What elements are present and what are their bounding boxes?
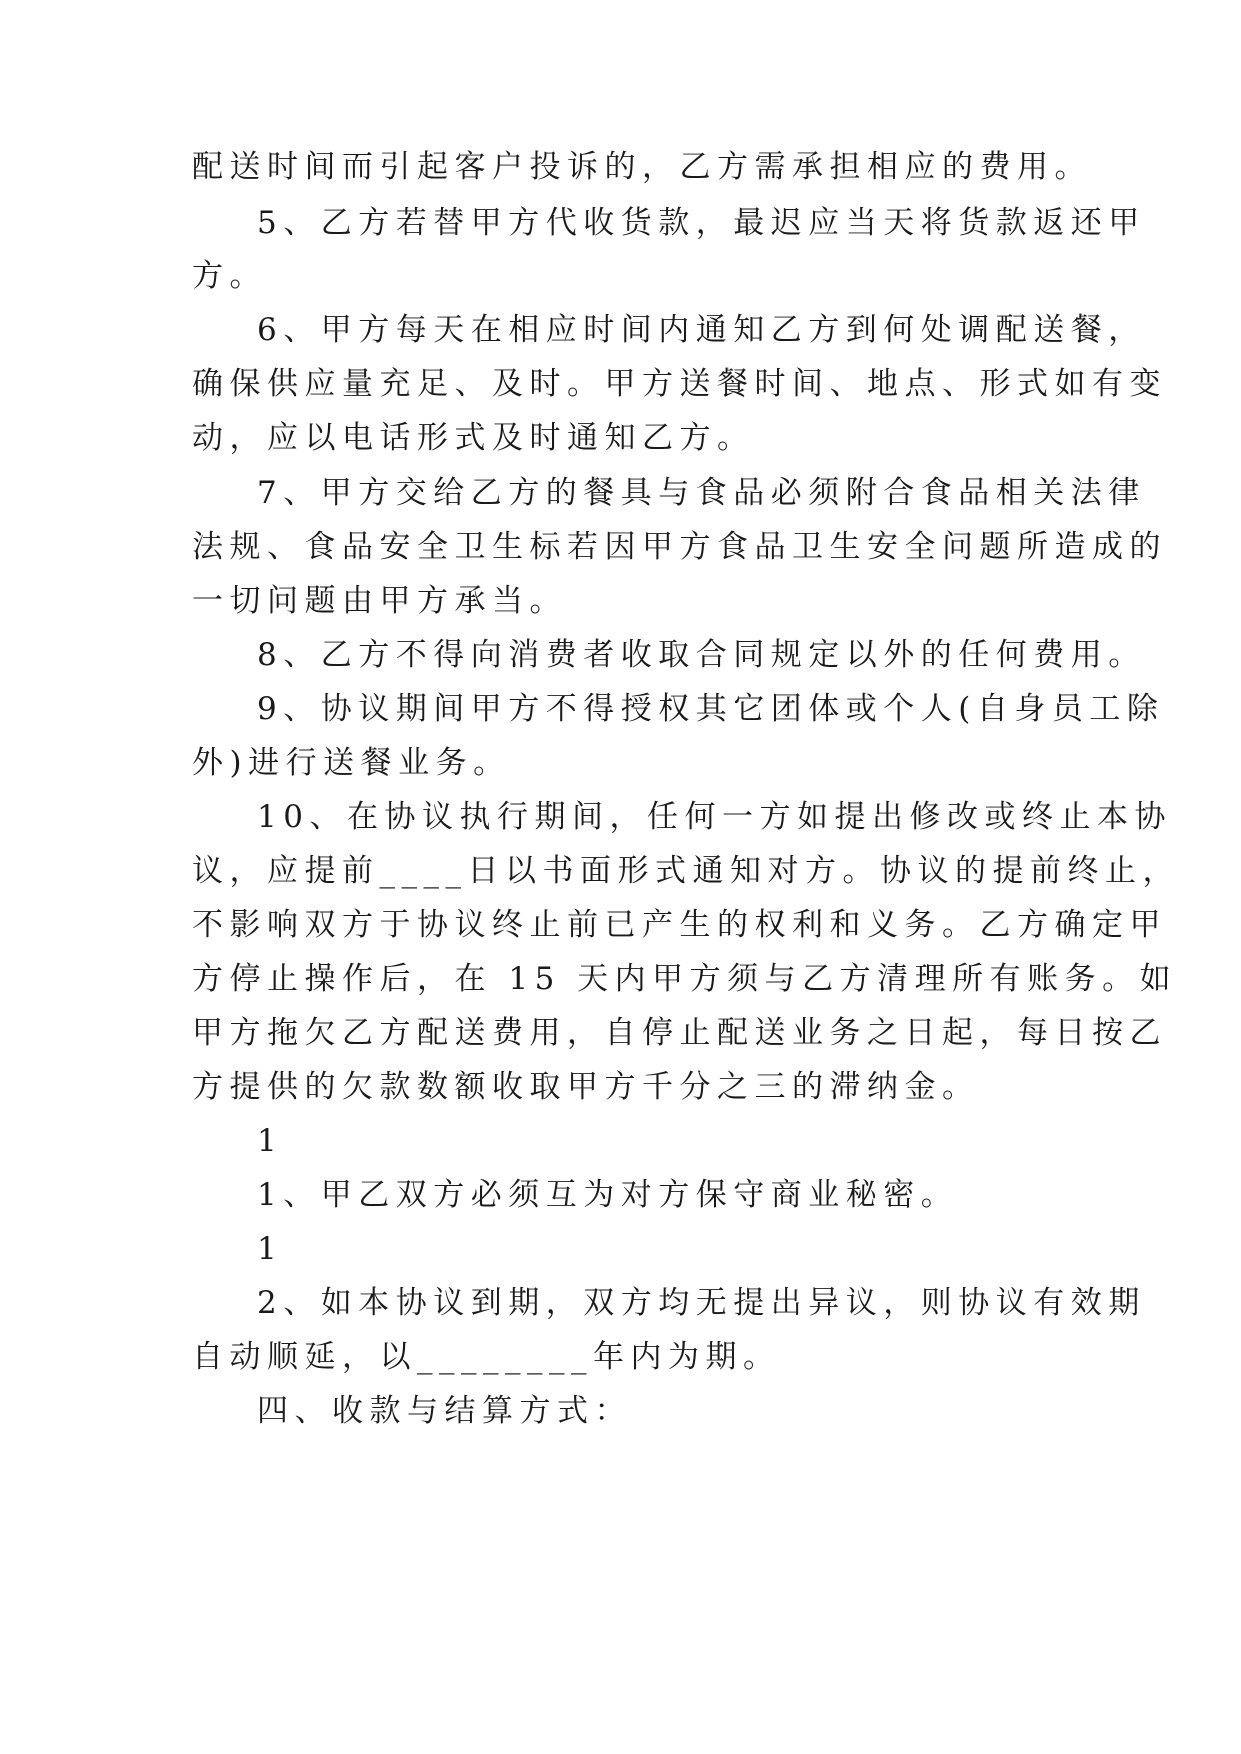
text-line: 9、协议期间甲方不得授权其它团体或个人(自身员工除 (257, 691, 1165, 727)
text-line: 不影响双方于协议终止前已产生的权利和义务。乙方确定甲 (192, 907, 1167, 943)
text-line: 议，应提前____日以书面形式通知对方。协议的提前终止， (192, 853, 1180, 889)
section-heading: 四、收款与结算方式： (257, 1393, 632, 1429)
text-line: 8、乙方不得向消费者收取合同规定以外的任何费用。 (257, 637, 1146, 673)
text-line: 一切问题由甲方承当。 (192, 583, 567, 619)
text-line: 2、如本协议到期，双方均无提出异议，则协议有效期 (257, 1285, 1146, 1321)
text-line: 1 (257, 1231, 284, 1267)
text-line: 1 (257, 1123, 284, 1159)
text-line: 7、甲方交给乙方的餐具与食品必须附合食品相关法律 (257, 475, 1146, 511)
text-line: 6、甲方每天在相应时间内通知乙方到何处调配送餐， (257, 312, 1146, 348)
text-line: 自动顺延，以________年内为期。 (192, 1339, 781, 1375)
text-line: 10、在协议执行期间，任何一方如提出修改或终止本协 (257, 799, 1172, 835)
text-line: 方停止操作后，在 15 天内甲方须与乙方清理所有账务。如 (192, 961, 1178, 997)
text-line: 配送时间而引起客户投诉的，乙方需承担相应的费用。 (192, 149, 1092, 185)
text-line: 外)进行送餐业务。 (192, 745, 511, 781)
text-line: 方。 (192, 258, 267, 294)
text-line: 1、甲乙双方必须互为对方保守商业秘密。 (257, 1177, 959, 1213)
text-line: 方提供的欠款数额收取甲方千分之三的滞纳金。 (192, 1069, 980, 1105)
text-line: 5、乙方若替甲方代收货款，最迟应当天将货款返还甲 (257, 205, 1146, 241)
text-line: 确保供应量充足、及时。甲方送餐时间、地点、形式如有变 (192, 366, 1167, 402)
text-line: 甲方拖欠乙方配送费用，自停止配送业务之日起，每日按乙 (192, 1015, 1167, 1051)
text-line: 法规、食品安全卫生标若因甲方食品卫生安全问题所造成的 (192, 529, 1167, 565)
text-line: 动，应以电话形式及时通知乙方。 (192, 420, 755, 456)
